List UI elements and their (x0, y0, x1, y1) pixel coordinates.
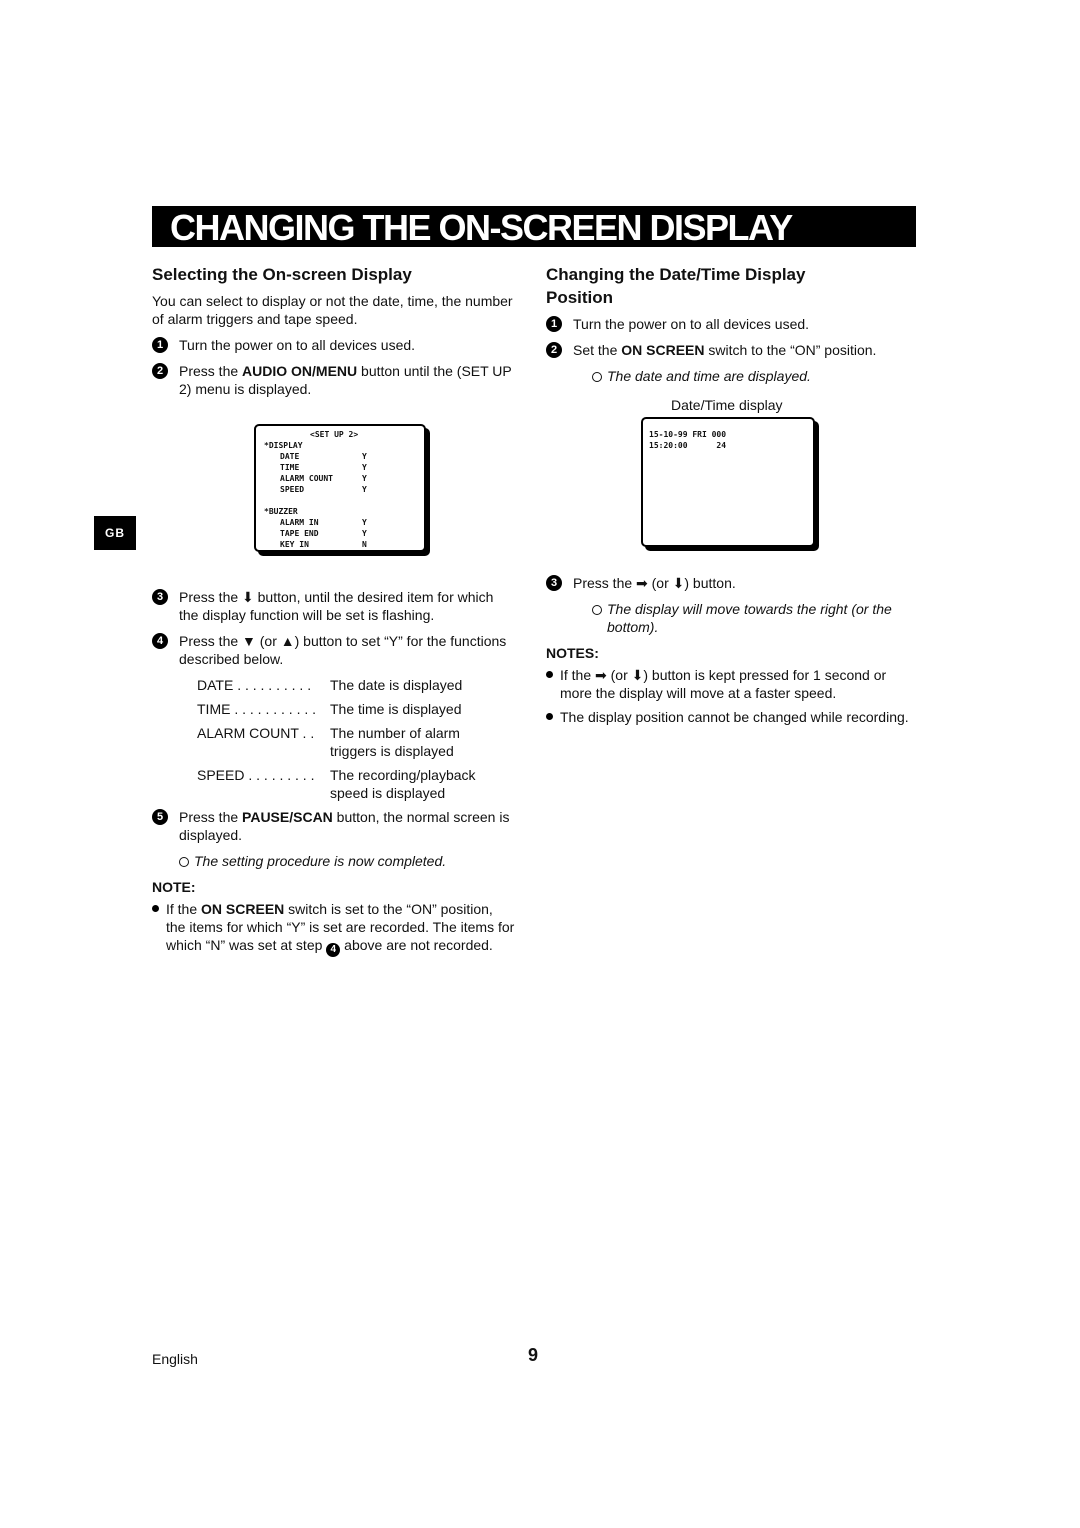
menu-item-label: TAPE END (280, 529, 319, 538)
menu-item (264, 528, 416, 539)
note-item (152, 900, 516, 957)
step-number-icon: 4 (326, 943, 340, 957)
step-number-icon: 4 (152, 633, 168, 649)
note-item: The display position cannot be changed while recording. (546, 708, 916, 726)
function-key: SPEED . . . . . . . . . (197, 767, 315, 783)
menu-item-value: Y (362, 529, 367, 538)
function-row-alarm-count (197, 724, 516, 760)
function-key: ALARM COUNT . . (197, 725, 315, 741)
menu-item (264, 473, 416, 484)
left-step-5 (152, 808, 516, 844)
left-step-3 (152, 588, 516, 624)
step-text: Press the ➡ (or ⬇) button. (573, 575, 736, 591)
section-heading-position: Changing the Date/Time Display Position (546, 265, 806, 307)
menu-item-value: Y (362, 518, 367, 527)
display-date-line: 15-10-99 FRI 000 (649, 430, 727, 439)
menu-item (264, 462, 416, 473)
page-number: 9 (528, 1345, 539, 1365)
menu-item-label: ALARM COUNT (280, 474, 333, 483)
step-number-icon: 3 (152, 589, 168, 605)
right-step-3 (546, 574, 916, 592)
footer-language: English (152, 1351, 198, 1367)
step-text: Press the ⬇ button, until the desired item for which the display function will be set is flashing. (179, 589, 494, 623)
note-item: If the ➡ (or ⬇) button is kept pressed for 1 second or more the display will move at a faster speed. (546, 666, 916, 702)
left-step-4 (152, 632, 516, 668)
step-text: Press the ▼ (or ▲) button to set “Y” for the functions described below. (179, 633, 507, 667)
step-text: Press the (179, 363, 243, 379)
switch-name: ON SCREEN (621, 342, 705, 358)
result-text: The date and time are displayed. (592, 367, 916, 385)
page-title: CHANGING THE ON-SCREEN DISPLAY (170, 207, 792, 248)
function-row-speed (197, 766, 516, 802)
function-row-time (197, 700, 516, 718)
step-text: Turn the power on to all devices used. (179, 337, 416, 353)
result-text: The display will move towards the right (or the bottom). (592, 600, 916, 636)
note-text: above are not recorded. (340, 937, 493, 953)
step-text: switch to the “ON” position. (704, 342, 877, 358)
function-desc: The time is displayed (330, 701, 462, 717)
step-number-icon: 1 (546, 316, 562, 332)
step-number-icon: 1 (152, 337, 168, 353)
left-column (152, 263, 516, 963)
switch-name: ON SCREEN (201, 901, 285, 917)
language-side-tab: GB (94, 516, 136, 550)
result-text: The setting procedure is now completed. (179, 852, 516, 870)
menu-item-label: DATE (280, 452, 300, 461)
date-time-display-screen (641, 417, 815, 547)
step-number-icon: 2 (546, 342, 562, 358)
menu-item (264, 539, 416, 550)
left-step-2 (152, 362, 516, 398)
function-desc: The date is displayed (330, 677, 463, 693)
display-caption: Date/Time display (671, 397, 783, 413)
step-number-icon: 2 (152, 363, 168, 379)
page-title-bar (152, 206, 916, 247)
notes-heading: NOTES: (546, 645, 599, 661)
setup-menu-screen (254, 424, 426, 552)
function-key: DATE . . . . . . . . . . (197, 677, 312, 693)
menu-item-label: SPEED (280, 485, 305, 494)
menu-header: <SET UP 2> (310, 430, 359, 439)
right-step-1 (546, 315, 916, 333)
menu-group-buzzer: *BUZZER (264, 507, 298, 516)
note-text: switch is set to the “ON” position, the items for which “Y” is set are recorded. The items for which “N” was set at step (166, 901, 515, 953)
menu-item-value: Y (362, 452, 367, 461)
menu-item-value: Y (362, 463, 367, 472)
display-time-line: 15:20:00 24 (649, 441, 727, 450)
right-step-2 (546, 341, 916, 359)
function-row-date (197, 676, 516, 694)
left-step-1 (152, 336, 516, 354)
step-text: button until the (SET UP 2) menu is displayed. (179, 363, 512, 397)
menu-item (264, 451, 416, 462)
note-text: If the (166, 901, 202, 917)
menu-item-label: ALARM IN (280, 518, 319, 527)
note-heading: NOTE: (152, 879, 196, 895)
menu-item-value: N (362, 540, 367, 549)
intro-text: You can select to display or not the date, time, the number of alarm triggers and tape speed. (152, 293, 513, 327)
step-number-icon: 3 (546, 575, 562, 591)
button-name: PAUSE/SCAN (242, 809, 333, 825)
menu-item-label: KEY IN (280, 540, 309, 549)
step-text: Turn the power on to all devices used. (573, 316, 810, 332)
step-number-icon: 5 (152, 809, 168, 825)
menu-item-value: Y (362, 485, 367, 494)
section-heading-select: Selecting the On-screen Display (152, 265, 412, 284)
menu-group-display: *DISPLAY (264, 441, 303, 450)
step-text: button, the normal screen is displayed. (179, 809, 510, 843)
menu-item-value: Y (362, 474, 367, 483)
menu-item (264, 484, 416, 495)
function-desc: The recording/playback speed is displayed (330, 767, 476, 801)
function-desc: The number of alarm triggers is displayed (330, 725, 460, 759)
button-name: AUDIO ON/MENU (242, 363, 358, 379)
menu-item-label: TIME (280, 463, 300, 472)
menu-item (264, 517, 416, 528)
step-text: Set the (573, 342, 622, 358)
step-text: Press the (179, 809, 243, 825)
function-key: TIME . . . . . . . . . . . (197, 701, 317, 717)
